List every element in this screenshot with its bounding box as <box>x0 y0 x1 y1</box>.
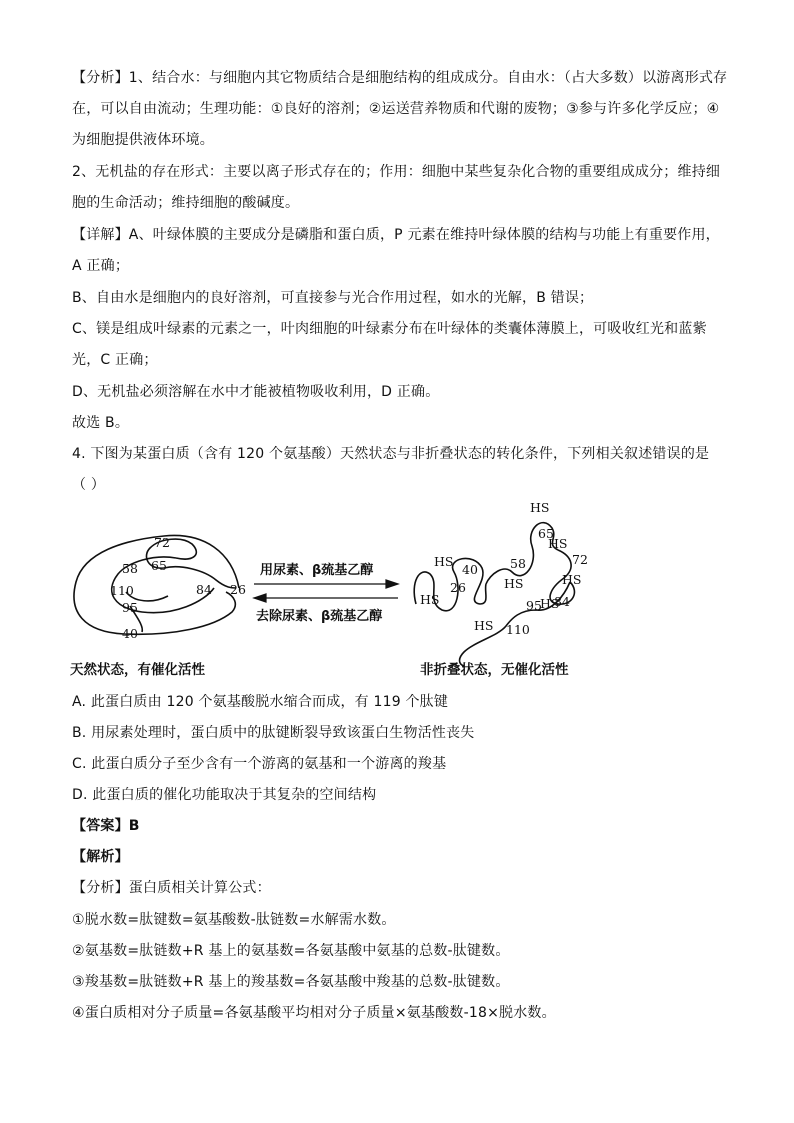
detail-line-6: D、无机盐必须溶解在水中才能被植物吸收利用，D 正确。 <box>72 384 440 400</box>
detail-line-7: 故选 B。 <box>72 415 130 431</box>
residue-label: 72 <box>572 552 588 567</box>
residue-label: HS <box>434 554 454 569</box>
native-protein-labels <box>110 535 246 641</box>
residue-label: 40 <box>462 562 478 577</box>
residue-label: 95 <box>122 600 138 615</box>
caption-unfolded: 非折叠状态，无催化活性 <box>420 662 569 678</box>
protein-diagram <box>64 492 744 692</box>
option-d: D. 此蛋白质的催化功能取决于其复杂的空间结构 <box>72 787 377 803</box>
residue-label: 72 <box>154 535 170 550</box>
residue-label: 84 <box>196 582 212 597</box>
native-protein-outline <box>74 535 239 634</box>
residue-label: HS <box>420 592 440 607</box>
residue-label: 26 <box>450 580 466 595</box>
residue-label: 65 <box>151 558 167 573</box>
formula-title: 【分析】蛋白质相关计算公式： <box>72 880 271 896</box>
explain-title: 【解析】 <box>72 849 129 865</box>
residue-label: 26 <box>230 582 246 597</box>
analysis-line-3: 为细胞提供液体环境。 <box>72 132 214 148</box>
residue-label: 58 <box>510 556 526 571</box>
option-b: B. 用尿素处理时，蛋白质中的肽键断裂导致该蛋白生物活性丧失 <box>72 725 475 741</box>
residue-label: 65 <box>538 526 554 541</box>
formula-4: ④蛋白质相对分子质量=各氨基酸平均相对分子质量×氨基酸数-18×脱水数。 <box>72 1005 556 1021</box>
residue-label: HS <box>474 618 494 633</box>
option-a: A. 此蛋白质由 120 个氨基酸脱水缩合而成，有 119 个肽键 <box>72 694 449 710</box>
residue-label: HS <box>530 500 550 515</box>
analysis-line-5: 胞的生命活动；维持细胞的酸碱度。 <box>72 195 300 211</box>
detail-line-3: B、自由水是细胞内的良好溶剂，可直接参与光合作用过程，如水的光解，B 错误； <box>72 290 594 306</box>
residue-label: 110 <box>110 583 134 598</box>
formula-2: ②氨基数=肽链数+R 基上的氨基数=各氨基酸中氨基的总数-肽键数。 <box>72 943 510 959</box>
answer-line: 【答案】B <box>72 818 140 834</box>
residue-label: 95 <box>526 598 542 613</box>
conversion-arrows <box>254 580 398 602</box>
residue-label: HS <box>540 596 560 611</box>
detail-line-4: C、镁是组成叶绿素的元素之一，叶肉细胞的叶绿素分布在叶绿体的类囊体薄膜上，可吸收红光和蓝紫 <box>72 321 707 337</box>
caption-native: 天然状态，有催化活性 <box>70 662 205 678</box>
residue-label: 84 <box>554 594 570 609</box>
residue-label: 110 <box>506 622 530 637</box>
question-stem: 4. 下图为某蛋白质（含有 120 个氨基酸）天然状态与非折叠状态的转化条件，下列相关叙述错误的是 <box>72 446 710 462</box>
detail-line-5: 光，C 正确； <box>72 352 158 368</box>
question-blank: （ ） <box>72 477 106 493</box>
detail-line-2: A 正确； <box>72 258 130 274</box>
residue-label: HS <box>548 536 568 551</box>
detail-line-1: 【详解】A、叶绿体膜的主要成分是磷脂和蛋白质，P 元素在维持叶绿体膜的结构与功能上有重要作用， <box>72 227 720 243</box>
formula-3: ③羧基数=肽链数+R 基上的羧基数=各氨基酸中羧基的总数-肽键数。 <box>72 974 510 990</box>
option-c: C. 此蛋白质分子至少含有一个游离的氨基和一个游离的羧基 <box>72 756 447 772</box>
reverse-condition: 去除尿素、β巯基乙醇 <box>256 609 383 624</box>
analysis-line-4: 2、无机盐的存在形式：主要以离子形式存在的；作用：细胞中某些复杂化合物的重要组成成分；维持细 <box>72 164 721 180</box>
residue-label: HS <box>562 572 582 587</box>
residue-label: 58 <box>122 561 138 576</box>
residue-label: 40 <box>122 626 138 641</box>
residue-label: HS <box>504 576 524 591</box>
analysis-line-1: 【分析】1、结合水：与细胞内其它物质结合是细胞结构的组成成分。自由水：（占大多数）以游离形式存 <box>72 70 728 86</box>
forward-condition: 用尿素、β巯基乙醇 <box>260 563 374 578</box>
protein-folding-figure <box>64 492 744 692</box>
analysis-line-2: 在，可以自由流动；生理功能：①良好的溶剂；②运送营养物质和代谢的废物；③参与许多化学反应；④ <box>72 101 720 117</box>
formula-1: ①脱水数=肽键数=氨基酸数-肽链数=水解需水数。 <box>72 912 396 928</box>
